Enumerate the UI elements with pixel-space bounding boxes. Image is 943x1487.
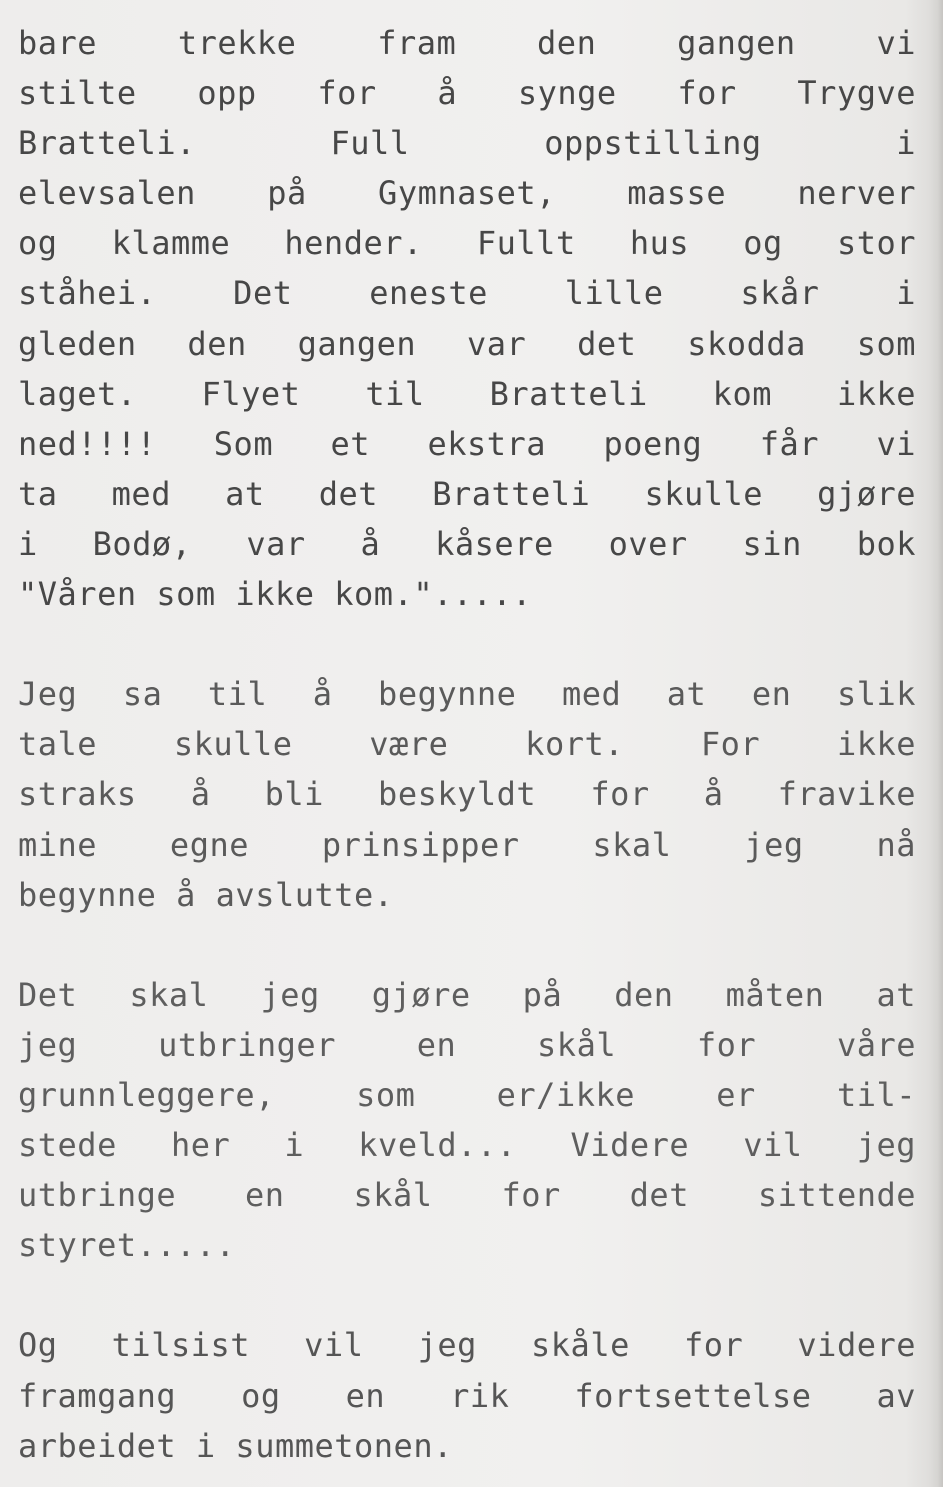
text-line: laget. Flyet til Bratteli kom ikke xyxy=(18,374,916,413)
paragraph-gap xyxy=(18,920,916,970)
paper-edge-shadow xyxy=(929,0,943,1487)
typewritten-text xyxy=(18,18,916,1471)
text-line: gleden den gangen var det skodda som xyxy=(18,324,916,363)
text-line: stede her i kveld... Videre vil jeg xyxy=(18,1126,916,1165)
text-line: stilte opp for å synge for Trygve xyxy=(18,74,916,113)
paragraph-4 xyxy=(18,1320,916,1470)
text-line: jeg utbringer en skål for våre xyxy=(18,1025,916,1064)
text-line: Bratteli. Full oppstilling i xyxy=(18,124,916,163)
text-line: ned!!!! Som et ekstra poeng får vi xyxy=(18,424,916,463)
text-line: utbringe en skål for det sittende xyxy=(18,1176,916,1215)
paragraph-gap xyxy=(18,619,916,669)
text-line: elevsalen på Gymnaset, masse nerver xyxy=(18,174,916,213)
text-line: Jeg sa til å begynne med at en slik xyxy=(18,675,916,714)
text-line: begynne å avslutte. xyxy=(18,875,394,914)
text-line: arbeidet i summetonen. xyxy=(18,1426,453,1465)
text-line: framgang og en rik fortsettelse av xyxy=(18,1376,916,1415)
text-line: ta med at det Bratteli skulle gjøre xyxy=(18,474,916,513)
text-line: Og tilsist vil jeg skåle for videre xyxy=(18,1326,916,1365)
text-line: og klamme hender. Fullt hus og stor xyxy=(18,224,916,263)
paragraph-3 xyxy=(18,970,916,1271)
text-line: i Bodø, var å kåsere over sin bok xyxy=(18,524,916,563)
text-line: tale skulle være kort. For ikke xyxy=(18,725,916,764)
text-line: ståhei. Det eneste lille skår i xyxy=(18,274,916,313)
paragraph-gap xyxy=(18,1270,916,1320)
text-line: styret..... xyxy=(18,1226,236,1265)
text-line: mine egne prinsipper skal jeg nå xyxy=(18,825,916,864)
paragraph-2 xyxy=(18,669,916,919)
text-line: straks å bli beskyldt for å fravike xyxy=(18,775,916,814)
text-line: "Våren som ikke kom."..... xyxy=(18,575,532,614)
paragraph-1 xyxy=(18,18,916,619)
text-line: Det skal jeg gjøre på den måten at xyxy=(18,975,916,1014)
text-line: bare trekke fram den gangen vi xyxy=(18,24,916,62)
text-line: grunnleggere, som er/ikke er til- xyxy=(18,1075,916,1114)
